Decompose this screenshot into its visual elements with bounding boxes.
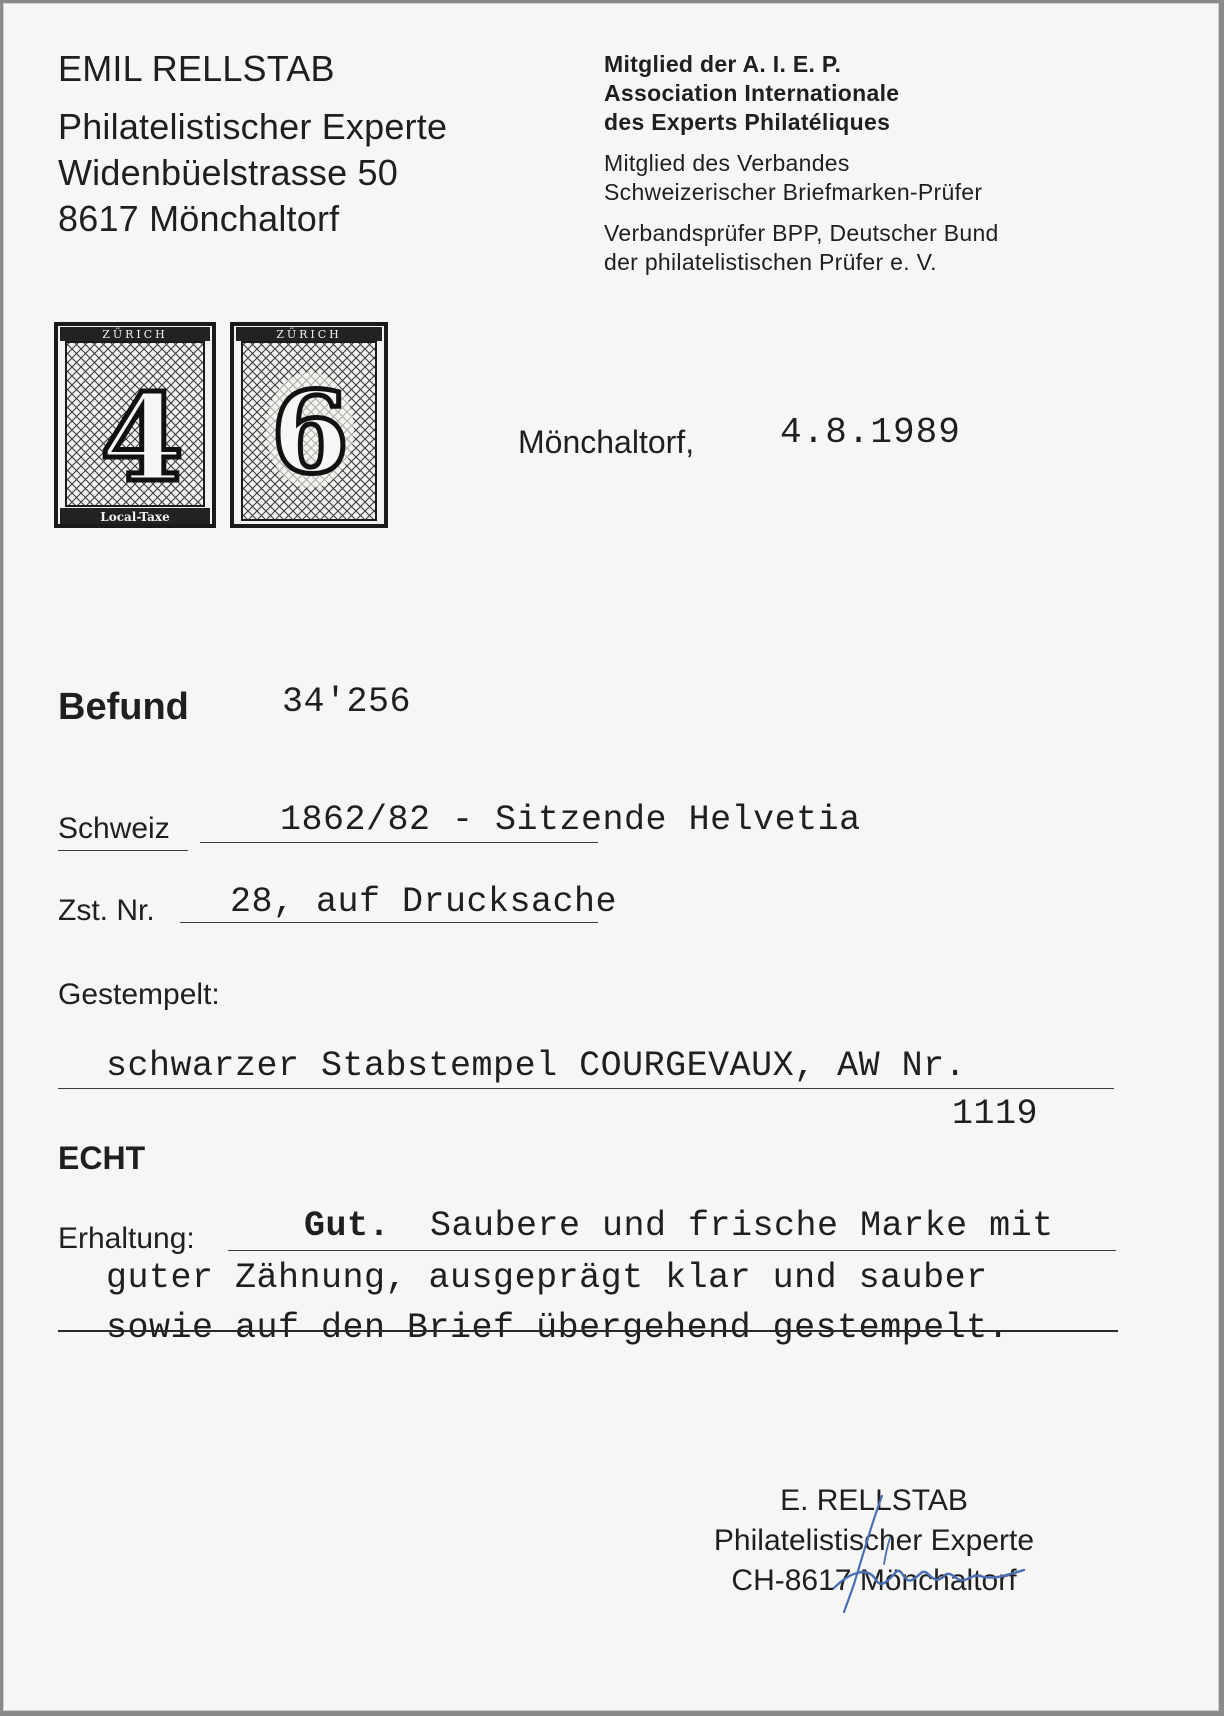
footer-city: CH-8617 Mönchaltorf	[731, 1564, 1017, 1597]
date: 4.8.1989	[780, 412, 961, 453]
gestempelt-line-1: schwarzer Stabstempel COURGEVAUX, AW Nr.	[106, 1046, 967, 1086]
schweiz-label-underline	[58, 850, 188, 851]
verband-line-2: Schweizerischer Briefmarken-Prüfer	[604, 179, 983, 205]
befund-number: 34'256	[282, 682, 412, 722]
aiep-line-1: Mitglied der A. I. E. P.	[604, 51, 842, 77]
gestempelt-label: Gestempelt:	[58, 978, 220, 1011]
stamp-1-top-text: ZÜRICH	[102, 328, 168, 341]
gestempelt-line-2: 1119	[952, 1094, 1039, 1134]
place: Mönchaltorf,	[518, 424, 695, 460]
stamp-2-numeral: 6	[271, 368, 349, 499]
zst-value: 28, auf Drucksache	[230, 882, 618, 922]
erhaltung-line-2: guter Zähnung, ausgeprägt klar und sauber	[106, 1258, 988, 1298]
expert-city: 8617 Mönchaltorf	[58, 198, 340, 239]
echt-verdict: ECHT	[58, 1140, 146, 1176]
handwritten-signature	[824, 1492, 1064, 1622]
erhaltung-strike-rule	[58, 1330, 1118, 1332]
zurich-4-stamp-image	[54, 322, 216, 528]
verband-line-1: Mitglied des Verbandes	[604, 150, 850, 176]
footer-title: Philatelistischer Experte	[713, 1524, 1035, 1557]
zst-label: Zst. Nr.	[58, 894, 155, 927]
schweiz-label: Schweiz	[58, 812, 170, 845]
erhaltung-rule	[228, 1250, 1116, 1251]
schweiz-rule	[200, 842, 598, 843]
stamp-2-top-text: ZÜRICH	[276, 328, 342, 341]
erhaltung-line-1: Saubere und frische Marke mit	[430, 1206, 1054, 1246]
befund-label: Befund	[58, 686, 189, 728]
footer-name: E. RELLSTAB	[780, 1484, 968, 1517]
expert-street: Widenbüelstrasse 50	[58, 152, 398, 193]
bpp-line-1: Verbandsprüfer BPP, Deutscher Bund	[604, 220, 999, 246]
certificate-page	[3, 3, 1219, 1711]
stamp-1-numeral: 4	[100, 368, 184, 509]
stamp-1-bottom-text: Local-Taxe	[100, 510, 170, 524]
aiep-line-2: Association Internationale	[604, 80, 900, 106]
schweiz-value: 1862/82 - Sitzende Helvetia	[280, 800, 861, 840]
gestempelt-rule	[58, 1088, 1114, 1089]
expert-name: EMIL RELLSTAB	[58, 48, 335, 89]
erhaltung-line-3: sowie auf den Brief übergehend gestempelt.	[106, 1308, 1010, 1348]
zst-rule	[180, 922, 598, 923]
expert-title: Philatelistischer Experte	[58, 106, 448, 147]
bpp-line-2: der philatelistischen Prüfer e. V.	[604, 249, 937, 275]
zurich-6-stamp-image	[230, 322, 388, 528]
erhaltung-label: Erhaltung:	[58, 1222, 195, 1255]
aiep-line-3: des Experts Philatéliques	[604, 109, 891, 135]
erhaltung-grade: Gut.	[304, 1206, 391, 1246]
